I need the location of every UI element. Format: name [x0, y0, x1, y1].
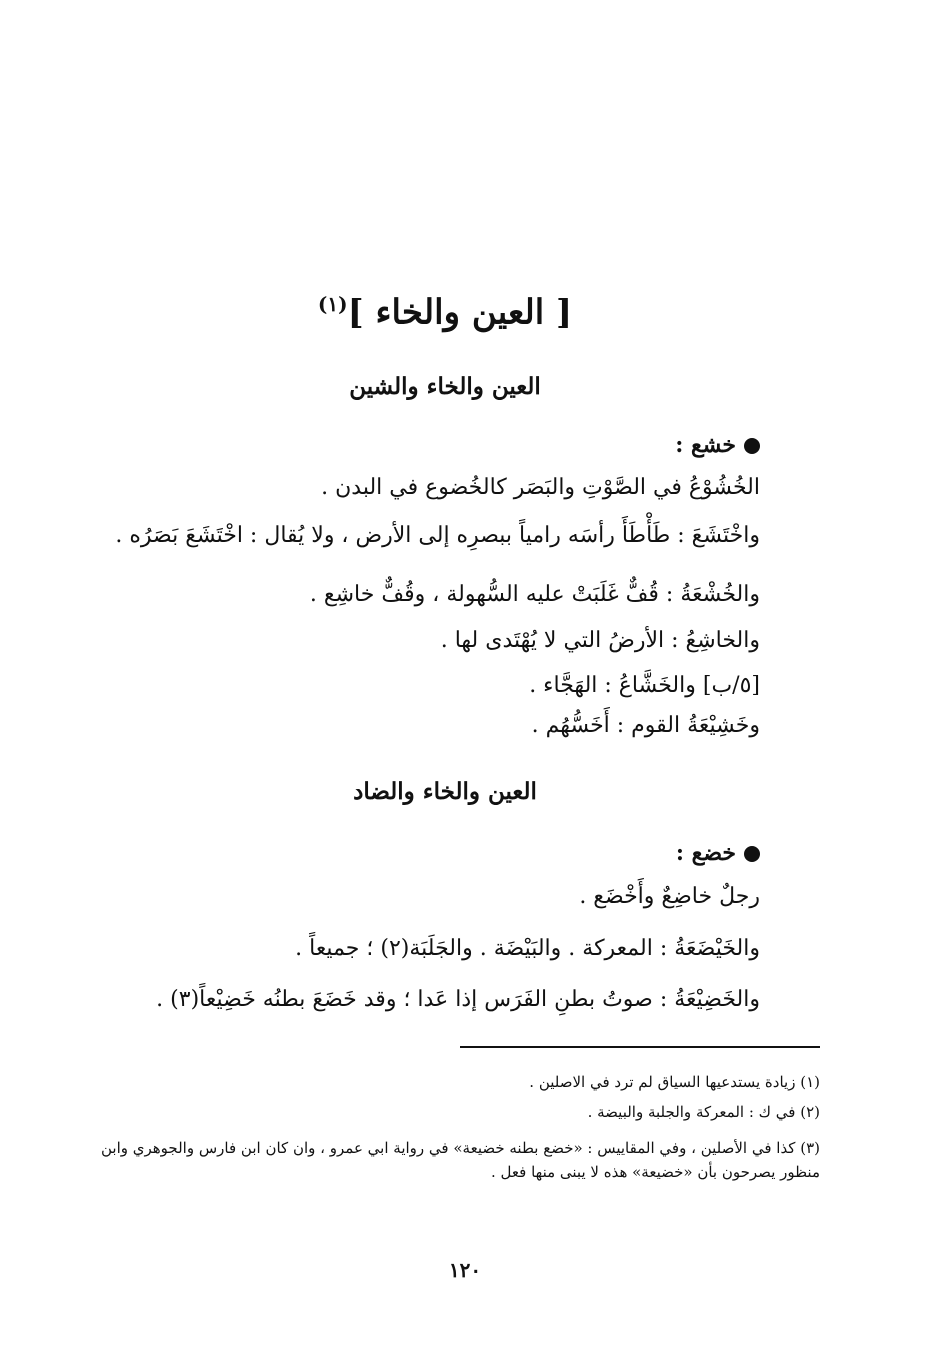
footnote-3: (٣) كذا في الأصلين ، وفي المقاييس : «خضع بطنه خضيعة» في رواية ابي عمرو ، وان كان ابن فارس والجوهري وابن منظور يصرحون بأن «خضيعة» هذه لا يبنى منها فعل .	[100, 1139, 820, 1181]
footnote-divider	[460, 1046, 820, 1048]
root-entry-1	[80, 432, 760, 458]
text-line: واخْتَشَعَ : طَأْطَأَ رأسَه رامياً ببصرِه إلى الأرض ، ولا يُقال : اخْتَشَعَ بَصَرُه .	[115, 523, 760, 548]
title-text: [ العين والخاء ]	[347, 292, 573, 333]
bullet-icon	[744, 438, 760, 454]
text-line: الخُشُوْعُ في الصَّوْتِ والبَصَر كالخُضوع في البدن .	[321, 475, 760, 500]
text-line: والخَيْضَعَةُ : المعركة . والبَيْضَة . والجَلَبَة(٢) ؛ جميعاً .	[295, 936, 760, 961]
text-line: [٥/ب] والخَشَّاعُ : الهَجَّاء .	[529, 673, 760, 698]
text-line: وخَشِيْعَةُ القوم : أَخَسُّهُم .	[531, 713, 760, 738]
footnote-1: (١) زيادة يستدعيها السياق لم ترد في الاصلين .	[529, 1073, 820, 1091]
root-label-1: خشع :	[675, 432, 736, 458]
text-line: رجلٌ خاضِعٌ وأَخْضَع .	[579, 884, 760, 909]
root-entry-2	[80, 840, 760, 866]
text-line: والخاشِعُ : الأرضُ التي لا يُهْتَدى لها .	[440, 628, 760, 653]
title-footnote-ref: (١)	[317, 292, 348, 316]
page-title	[0, 292, 890, 332]
bullet-icon	[744, 846, 760, 862]
section-heading-2: العين والخاء والضاد	[353, 778, 537, 805]
page-number: ١٢٠	[448, 1258, 482, 1282]
text-line: والخُشْعَةُ : قُفٌّ غَلَبَتْ عليه السُّهولة ، وقُفٌّ خاشِع .	[309, 582, 760, 607]
root-label-2: خضع :	[675, 840, 736, 866]
text-line: والخَضِيْعَةُ : صوتُ بطنِ الفَرَس إذا عَدا ؛ وقد خَضَعَ بطنُه خَضِيْعاً(٣) .	[156, 987, 760, 1012]
section-heading-1: العين والخاء والشين	[349, 373, 541, 400]
footnote-2: (٢) في ك : المعركة والجلبة والبيضة .	[587, 1103, 820, 1121]
